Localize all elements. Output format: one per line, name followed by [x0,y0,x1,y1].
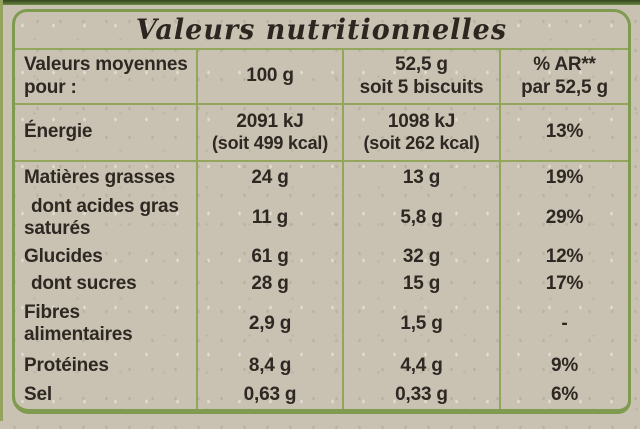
col-header-portion-line2: soit 5 biscuits [359,76,484,98]
value-text: 0,33 g [395,384,448,406]
value-per-portion [342,298,499,351]
value-per-100g [196,243,342,270]
value-per-portion [342,243,499,270]
value-text: 12% [545,245,584,267]
energy-percent-ar [499,105,628,160]
table-title-row [15,12,628,50]
value-text: - [561,313,568,335]
value-per-portion [342,382,499,409]
energy-per-portion-kcal: (soit 262 kcal) [363,133,480,154]
value-per-portion [342,162,499,193]
value-text: 17% [545,273,584,295]
energy-per-100g-kj: 2091 kJ [236,111,304,133]
energy-label [15,105,196,160]
value-text: 9% [550,355,579,377]
nutrient-row-protein [15,351,628,382]
nutrient-label-line: Fibres [24,302,80,324]
value-per-portion [342,271,499,298]
value-text: 11 g [251,207,289,229]
energy-per-portion [342,105,499,160]
nutrient-label-line: Glucides [24,245,103,267]
value-text: 19% [545,166,584,188]
nutrient-label [15,243,196,270]
value-percent-ar [499,351,628,382]
value-text: 0,63 g [243,384,297,406]
value-per-100g [196,298,342,351]
nutrient-label-line: Protéines [24,355,109,377]
nutrient-label-line: Sel [24,384,52,406]
value-per-portion [342,193,499,243]
package-left-edge [0,0,3,421]
nutrient-label [15,271,196,298]
value-percent-ar [499,298,628,351]
value-per-100g [196,382,342,409]
table-header-row [15,50,628,105]
col-header-values-line2: pour : [24,76,77,98]
nutrient-label-line: saturés [24,218,91,240]
value-percent-ar [499,382,628,409]
nutrient-label [15,193,196,243]
value-text: 29% [545,207,584,229]
value-percent-ar [499,271,628,298]
nutrient-label [15,162,196,193]
nutrient-label-line: Matières grasses [24,166,176,188]
energy-row [15,105,628,162]
nutrient-row-fiber [15,298,628,351]
package-top-edge [0,0,640,5]
nutrition-table [12,9,631,414]
energy-percent-ar-value: 13% [545,121,584,143]
col-header-portion [342,50,499,103]
value-per-100g [196,351,342,382]
value-text: 24 g [251,166,289,188]
col-header-percent-ar [499,50,628,103]
value-per-portion [342,351,499,382]
energy-per-portion-kj: 1098 kJ [387,111,456,133]
col-header-percent-ar-line1: % AR** [533,54,596,76]
energy-per-100g-kcal: (soit 499 kcal) [211,133,329,154]
nutrient-row-saturated-fat [15,193,628,243]
value-per-100g [196,271,342,298]
nutrient-label [15,382,196,409]
col-header-values [15,50,196,103]
value-text: 4,4 g [400,355,443,377]
value-text: 13 g [402,166,441,188]
value-text: 15 g [402,273,441,295]
value-text: 6% [550,384,579,406]
nutrient-label [15,351,196,382]
col-header-portion-line1: 52,5 g [395,54,448,76]
table-title: Valeurs nutritionnelles [135,14,508,46]
nutrient-label-line: dont acides gras [31,196,179,218]
nutrient-label [15,298,196,351]
value-per-100g [196,162,342,193]
value-text: 28 g [251,273,289,295]
nutrient-row-salt [15,382,628,409]
value-text: 8,4 g [248,355,292,377]
energy-per-100g [196,105,342,160]
value-percent-ar [499,193,628,243]
nutrient-row-sugars [15,271,628,298]
col-header-100g-label: 100 g [246,65,294,87]
value-text: 61 g [251,245,289,267]
energy-label-text: Énergie [24,121,93,143]
nutrient-label-line: alimentaires [24,324,133,346]
value-percent-ar [499,243,628,270]
value-per-100g [196,193,342,243]
nutrient-row-fat [15,162,628,193]
value-text: 1,5 g [400,313,443,335]
nutrient-row-carbohydrates [15,243,628,270]
col-header-percent-ar-line2: par 52,5 g [521,76,608,98]
value-text: 2,9 g [248,313,292,335]
value-text: 5,8 g [400,207,443,229]
nutrient-label-line: dont sucres [31,273,137,295]
nutrient-rows [15,162,628,409]
col-header-100g [196,50,342,103]
col-header-values-line1: Valeurs moyennes [24,54,188,76]
value-text: 32 g [402,245,441,267]
value-percent-ar [499,162,628,193]
